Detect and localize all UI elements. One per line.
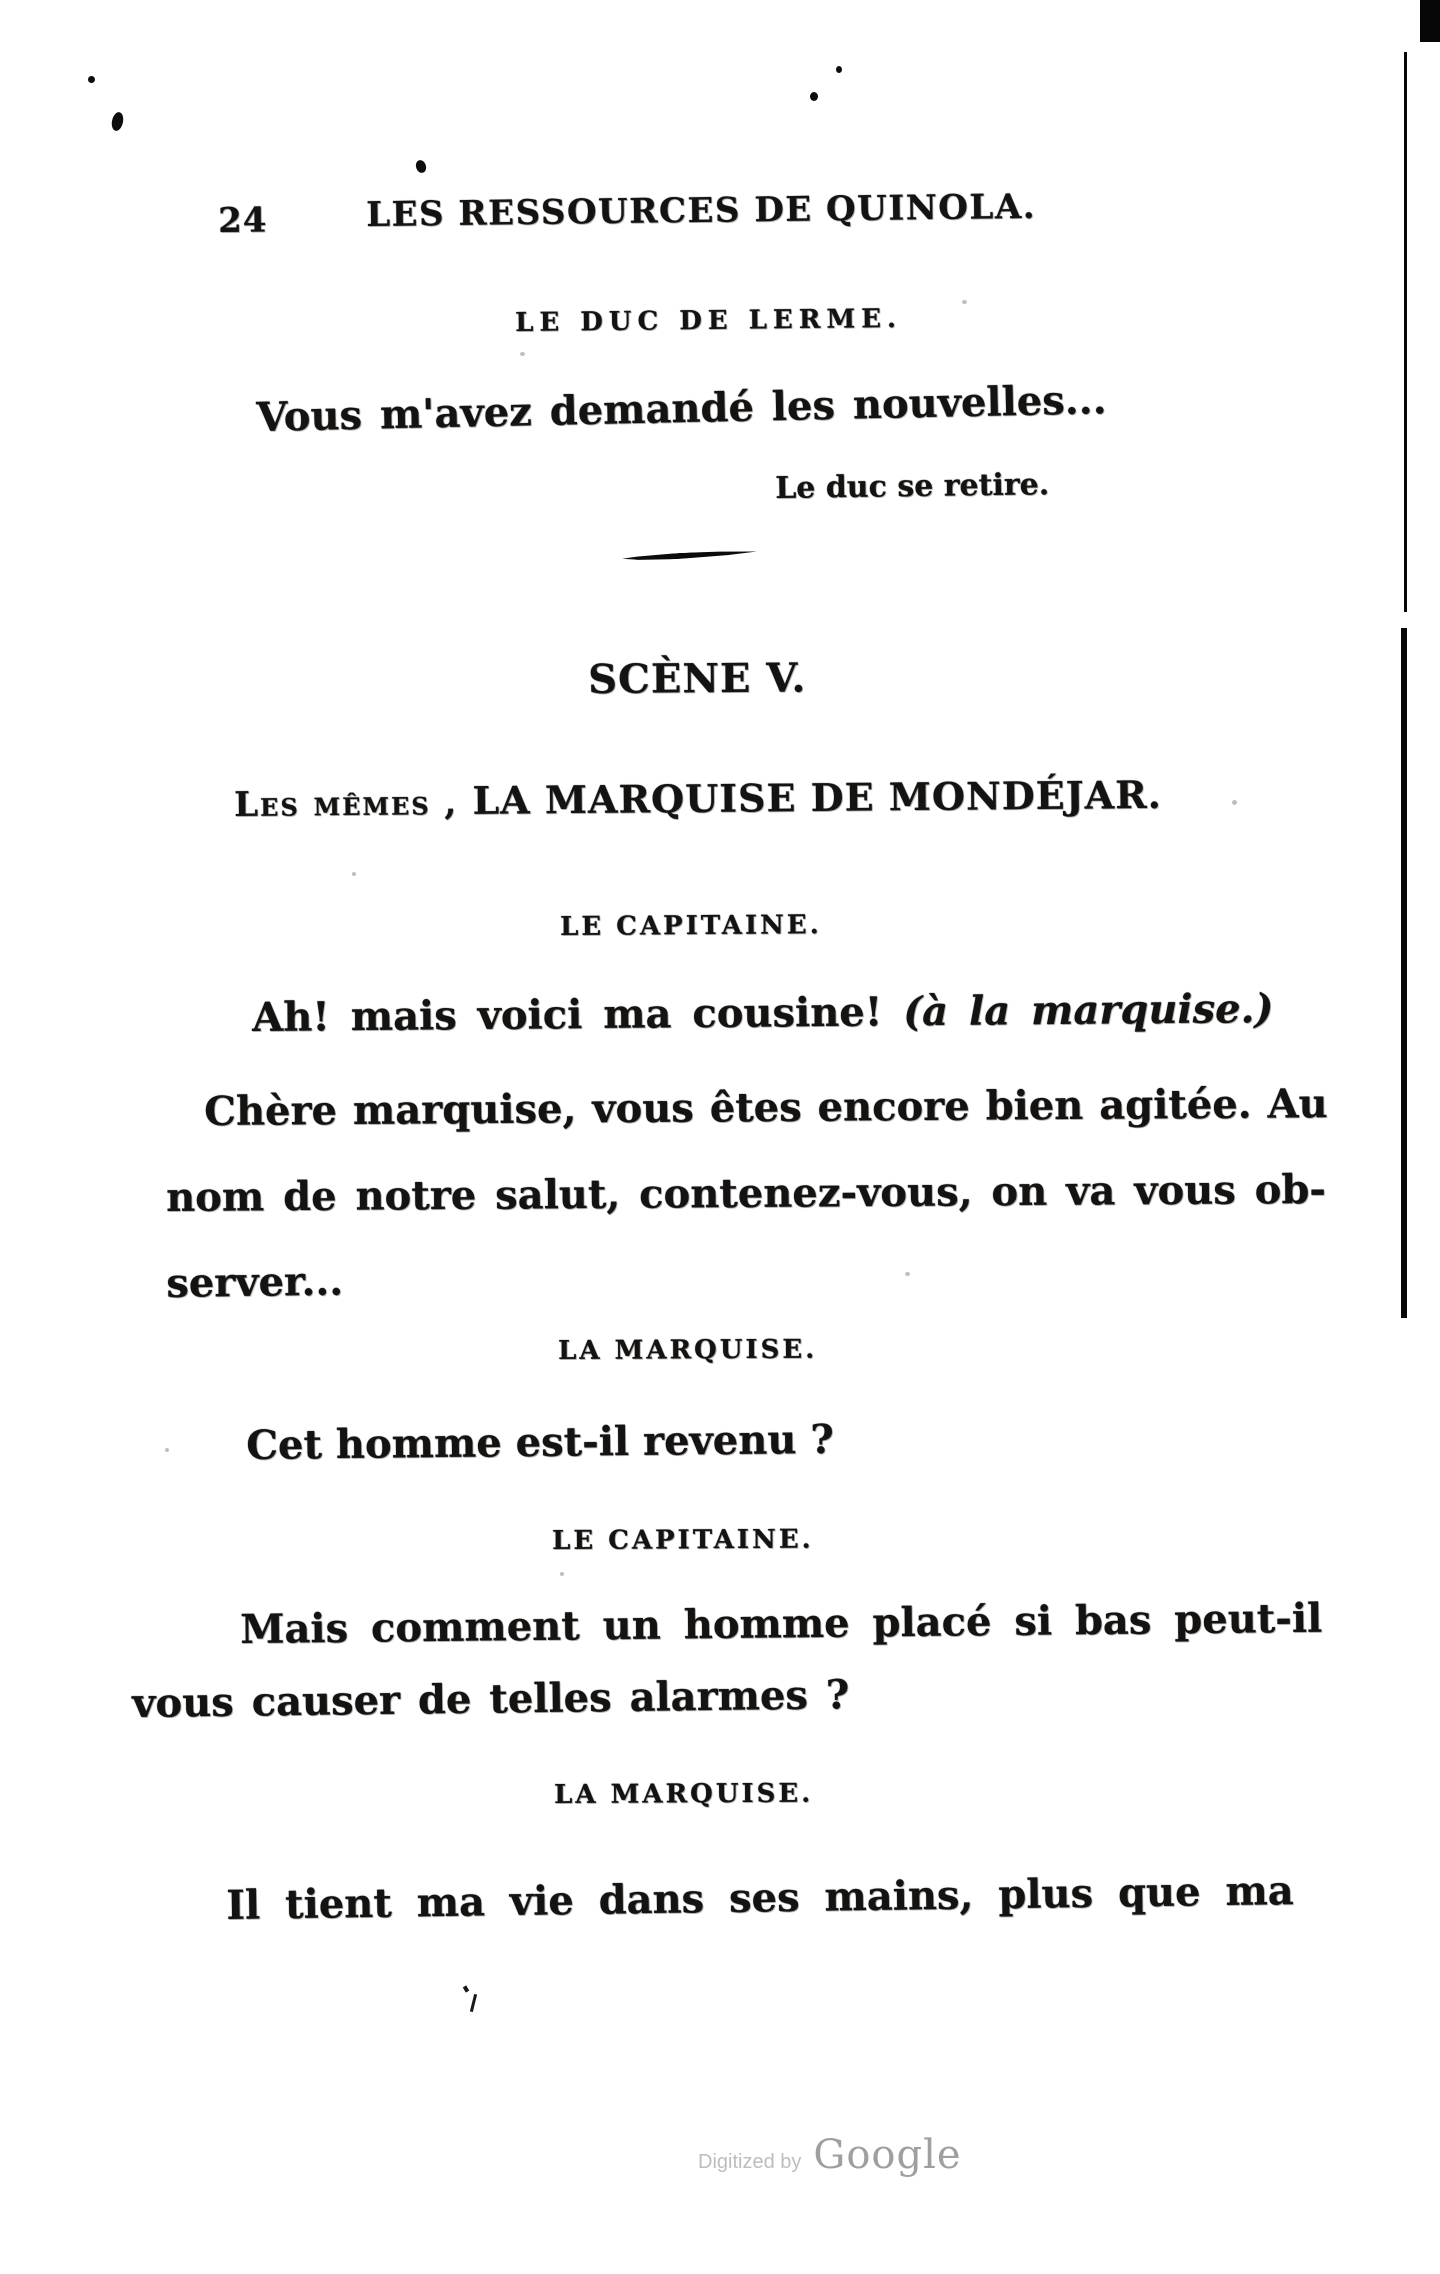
speaker-heading-capitaine: LE CAPITAINE. <box>551 1524 814 1556</box>
page-number: 24 <box>217 200 268 241</box>
section-divider <box>622 549 757 562</box>
scan-edge-artifact <box>1404 52 1407 612</box>
dialogue-line: Chère marquise, vous êtes encore bien agitée. Au <box>203 1080 1328 1135</box>
dialogue-line <box>251 985 1274 1041</box>
scene-characters-lead: Les mêmes , <box>234 783 459 825</box>
ink-speck <box>1232 800 1237 805</box>
dialogue-text: Ah! mais voici ma cousine! <box>251 988 904 1041</box>
ink-speck <box>520 352 525 356</box>
dialogue-line: server... <box>165 1257 344 1307</box>
speaker-heading-marquise: LA MARQUISE. <box>557 1334 818 1366</box>
ink-speck <box>810 92 818 101</box>
running-title: LES RESSOURCES DE QUINOLA. <box>365 186 1037 235</box>
ink-speck <box>110 111 125 132</box>
dialogue-line: Vous m'avez demandé les nouvelles... <box>255 376 1107 441</box>
scan-edge-artifact <box>1401 628 1407 1318</box>
dialogue-line: Il tient ma vie dans ses mains, plus que ma <box>225 1867 1294 1929</box>
stage-direction: Le duc se retire. <box>774 467 1050 506</box>
dialogue-line: nom de notre salut, contenez-vous, on va vous ob- <box>165 1165 1327 1221</box>
ink-speck <box>560 1572 564 1576</box>
dialogue-line: Mais comment un homme placé si bas peut-il <box>239 1594 1323 1653</box>
stage-direction-inline: (à la marquise.) <box>903 985 1274 1036</box>
ink-speck <box>352 872 356 876</box>
stray-mark <box>462 1986 482 2016</box>
dialogue-line: Cet homme est-il revenu ? <box>245 1415 834 1469</box>
ink-speck <box>836 66 842 73</box>
google-logo: Google <box>813 2132 962 2178</box>
speaker-heading-duc: LE DUC DE LERME. <box>514 303 903 338</box>
scene-characters <box>234 771 1163 825</box>
scene-heading: SCÈNE V. <box>587 654 807 703</box>
ink-speck <box>165 1448 169 1452</box>
ink-speck <box>962 300 967 304</box>
scene-characters-rest: LA MARQUISE DE MONDÉJAR. <box>458 771 1163 824</box>
watermark-text: Digitized by <box>698 2151 802 2173</box>
scan-edge-artifact <box>1420 0 1440 42</box>
ink-speck <box>414 159 428 174</box>
ink-speck <box>905 1272 910 1276</box>
dialogue-line: vous causer de telles alarmes ? <box>131 1671 850 1727</box>
google-watermark <box>698 2132 962 2178</box>
speaker-heading-marquise: LA MARQUISE. <box>553 1778 814 1810</box>
ink-speck <box>88 76 95 83</box>
speaker-heading-capitaine: LE CAPITAINE. <box>559 910 822 942</box>
